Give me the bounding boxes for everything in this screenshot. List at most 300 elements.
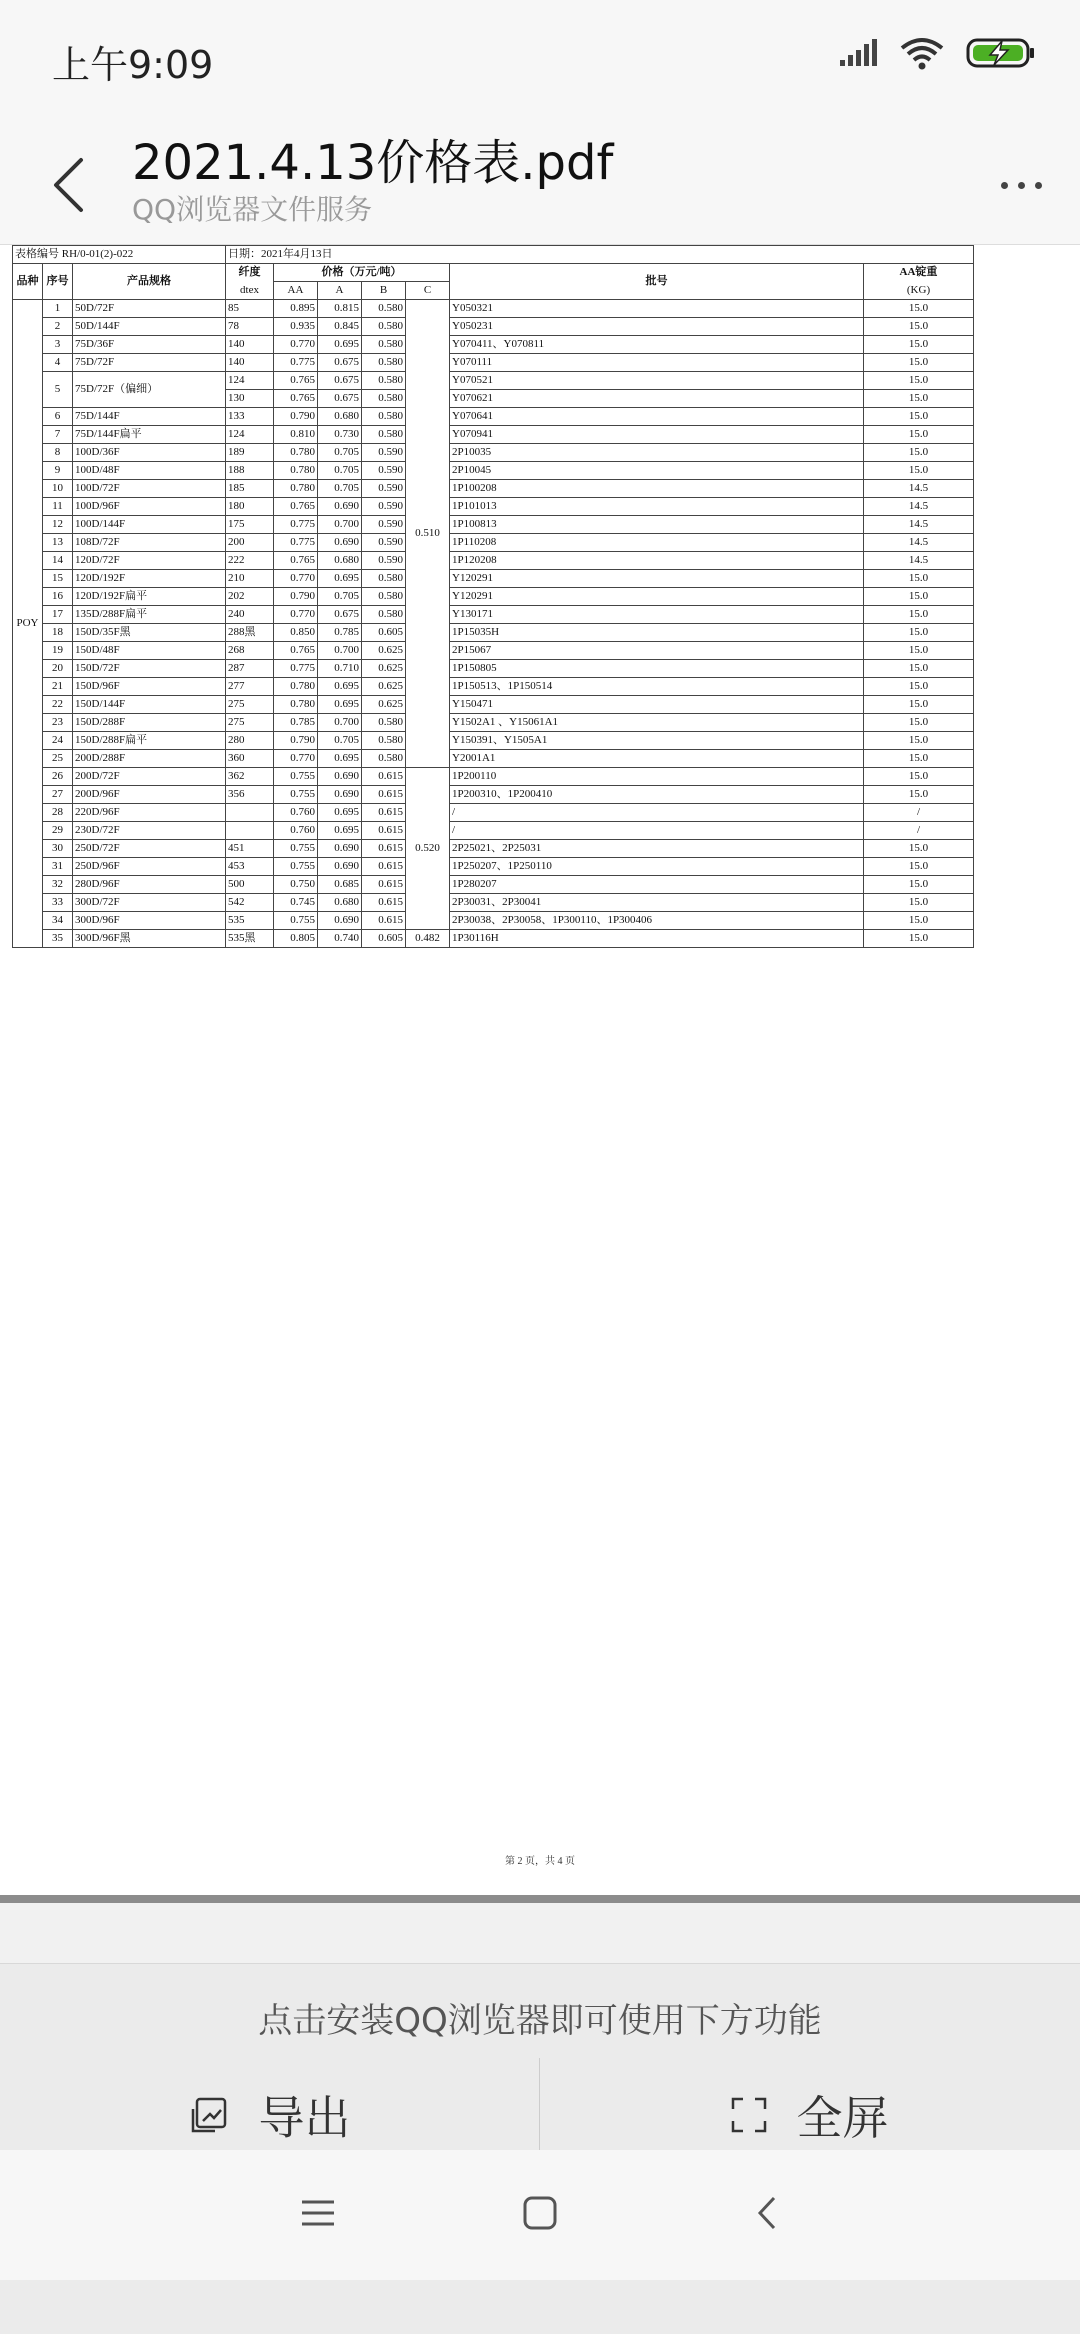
dtex-cell: 535 (226, 912, 274, 930)
table-row (13, 714, 974, 732)
back-triangle-icon (756, 2195, 778, 2231)
price-a-cell: 0.700 (318, 642, 362, 660)
price-aa-cell: 0.745 (274, 894, 318, 912)
price-a-cell: 0.675 (318, 354, 362, 372)
batch-cell: 2P10035 (450, 444, 864, 462)
price-a-cell: 0.675 (318, 372, 362, 390)
col-fineness: 纤度 (226, 264, 274, 282)
seq-cell: 1 (43, 300, 73, 318)
seq-cell: 17 (43, 606, 73, 624)
weight-cell: 15.0 (864, 858, 974, 876)
seq-cell: 28 (43, 804, 73, 822)
price-a-cell: 0.710 (318, 660, 362, 678)
batch-cell: Y1502A1 、Y15061A1 (450, 714, 864, 732)
price-a-cell: 0.845 (318, 318, 362, 336)
weight-cell: 15.0 (864, 750, 974, 768)
price-a-cell: 0.690 (318, 534, 362, 552)
price-aa-cell: 0.780 (274, 480, 318, 498)
price-aa-cell: 0.770 (274, 606, 318, 624)
price-a-cell: 0.700 (318, 516, 362, 534)
dtex-cell: 140 (226, 336, 274, 354)
dtex-cell: 360 (226, 750, 274, 768)
price-a-cell: 0.740 (318, 930, 362, 948)
table-row (13, 822, 974, 840)
col-spec: 产品规格 (73, 264, 226, 300)
price-b-cell: 0.625 (362, 642, 406, 660)
table-row (13, 498, 974, 516)
price-aa-cell: 0.765 (274, 552, 318, 570)
table-row (13, 912, 974, 930)
col-weight-unit: (KG) (864, 282, 974, 300)
table-row (13, 480, 974, 498)
weight-cell: 15.0 (864, 606, 974, 624)
price-aa-cell: 0.765 (274, 390, 318, 408)
col-price: 价格（万元/吨） (274, 264, 450, 282)
weight-cell: 15.0 (864, 462, 974, 480)
table-header-row (13, 264, 974, 282)
next-page-area (0, 1903, 1080, 1963)
price-b-cell: 0.580 (362, 606, 406, 624)
dtex-cell: 275 (226, 696, 274, 714)
seq-cell: 22 (43, 696, 73, 714)
more-dot-icon (1001, 182, 1008, 189)
dtex-cell: 535黑 (226, 930, 274, 948)
spec-cell: 150D/48F (73, 642, 226, 660)
spec-cell: 50D/144F (73, 318, 226, 336)
dtex-cell: 85 (226, 300, 274, 318)
spec-cell: 100D/96F (73, 498, 226, 516)
dtex-cell: 78 (226, 318, 274, 336)
price-aa-cell: 0.790 (274, 732, 318, 750)
dtex-cell: 210 (226, 570, 274, 588)
weight-cell: 15.0 (864, 408, 974, 426)
spec-cell: 100D/144F (73, 516, 226, 534)
table-row (13, 354, 974, 372)
price-b-cell: 0.590 (362, 462, 406, 480)
dtex-cell: 288黑 (226, 624, 274, 642)
spec-cell: 120D/72F (73, 552, 226, 570)
seq-cell: 31 (43, 858, 73, 876)
dtex-cell: 130 (226, 390, 274, 408)
batch-cell: 1P150513、1P150514 (450, 678, 864, 696)
price-b-cell: 0.580 (362, 408, 406, 426)
table-row (13, 372, 974, 390)
spec-cell: 300D/96F (73, 912, 226, 930)
weight-cell: / (864, 804, 974, 822)
price-aa-cell: 0.765 (274, 498, 318, 516)
batch-cell: Y150471 (450, 696, 864, 714)
price-a-cell: 0.690 (318, 498, 362, 516)
weight-cell: 15.0 (864, 642, 974, 660)
back-chevron-icon (51, 157, 85, 213)
price-table-wrap (12, 245, 974, 948)
weight-cell: 15.0 (864, 696, 974, 714)
batch-cell: 1P120208 (450, 552, 864, 570)
col-weight: AA锭重 (864, 264, 974, 282)
price-aa-cell: 0.775 (274, 660, 318, 678)
spec-cell: 100D/36F (73, 444, 226, 462)
status-bar (0, 0, 1080, 120)
table-row (13, 840, 974, 858)
price-a-cell: 0.675 (318, 606, 362, 624)
table-row (13, 624, 974, 642)
weight-cell: 15.0 (864, 840, 974, 858)
dtex-cell: 222 (226, 552, 274, 570)
table-row (13, 696, 974, 714)
price-b-cell: 0.590 (362, 552, 406, 570)
table-row (13, 876, 974, 894)
table-row (13, 300, 974, 318)
spec-cell: 230D/72F (73, 822, 226, 840)
batch-cell: 2P25021、2P25031 (450, 840, 864, 858)
seq-cell: 18 (43, 624, 73, 642)
price-aa-cell: 0.775 (274, 354, 318, 372)
seq-cell: 10 (43, 480, 73, 498)
seq-cell: 29 (43, 822, 73, 840)
weight-cell: 14.5 (864, 516, 974, 534)
dtex-cell: 451 (226, 840, 274, 858)
batch-cell: / (450, 822, 864, 840)
col-c: C (406, 282, 450, 300)
seq-cell: 11 (43, 498, 73, 516)
spec-cell: 250D/96F (73, 858, 226, 876)
wifi-icon (900, 36, 944, 70)
dtex-cell: 140 (226, 354, 274, 372)
weight-cell: 15.0 (864, 714, 974, 732)
price-b-cell: 0.615 (362, 876, 406, 894)
price-a-cell: 0.695 (318, 336, 362, 354)
dtex-cell: 275 (226, 714, 274, 732)
price-a-cell: 0.680 (318, 894, 362, 912)
batch-cell: 1P100208 (450, 480, 864, 498)
table-row (13, 930, 974, 948)
price-aa-cell: 0.935 (274, 318, 318, 336)
price-b-cell: 0.615 (362, 912, 406, 930)
more-dot-icon (1035, 182, 1042, 189)
price-b-cell: 0.590 (362, 498, 406, 516)
price-aa-cell: 0.775 (274, 516, 318, 534)
spec-cell: 135D/288F扁平 (73, 606, 226, 624)
batch-cell: Y120291 (450, 570, 864, 588)
seq-cell: 9 (43, 462, 73, 480)
price-b-cell: 0.625 (362, 660, 406, 678)
price-aa-cell: 0.755 (274, 858, 318, 876)
price-a-cell: 0.695 (318, 678, 362, 696)
dtex-cell: 277 (226, 678, 274, 696)
price-a-cell: 0.695 (318, 696, 362, 714)
dtex-cell: 280 (226, 732, 274, 750)
table-row (13, 786, 974, 804)
col-seq: 序号 (43, 264, 73, 300)
price-aa-cell: 0.790 (274, 408, 318, 426)
price-b-cell: 0.625 (362, 678, 406, 696)
export-icon (189, 2095, 229, 2135)
batch-cell: Y070111 (450, 354, 864, 372)
price-a-cell: 0.705 (318, 462, 362, 480)
dtex-cell: 500 (226, 876, 274, 894)
seq-cell: 33 (43, 894, 73, 912)
batch-cell: 1P110208 (450, 534, 864, 552)
table-row (13, 858, 974, 876)
weight-cell: 15.0 (864, 930, 974, 948)
dtex-cell: 188 (226, 462, 274, 480)
price-b-cell: 0.615 (362, 786, 406, 804)
dtex-cell (226, 804, 274, 822)
price-b-cell: 0.580 (362, 750, 406, 768)
system-nav-bar (0, 2150, 1080, 2280)
batch-cell: Y2001A1 (450, 750, 864, 768)
weight-cell: 15.0 (864, 786, 974, 804)
batch-cell: 2P30031、2P30041 (450, 894, 864, 912)
dtex-cell (226, 822, 274, 840)
price-b-cell: 0.615 (362, 768, 406, 786)
price-a-cell: 0.690 (318, 768, 362, 786)
weight-cell: 15.0 (864, 768, 974, 786)
price-aa-cell: 0.780 (274, 678, 318, 696)
seq-cell: 35 (43, 930, 73, 948)
spec-cell: 120D/192F (73, 570, 226, 588)
dtex-cell: 356 (226, 786, 274, 804)
price-aa-cell: 0.790 (274, 588, 318, 606)
price-b-cell: 0.615 (362, 840, 406, 858)
dtex-cell: 542 (226, 894, 274, 912)
price-a-cell: 0.705 (318, 588, 362, 606)
seq-cell: 32 (43, 876, 73, 894)
spec-cell: 108D/72F (73, 534, 226, 552)
table-row (13, 318, 974, 336)
price-b-cell: 0.580 (362, 300, 406, 318)
batch-cell: 1P100813 (450, 516, 864, 534)
seq-cell: 25 (43, 750, 73, 768)
price-a-cell: 0.705 (318, 732, 362, 750)
batch-cell: 1P101013 (450, 498, 864, 516)
fullscreen-label: 全屏 (796, 2091, 889, 2145)
price-c-cell: 0.482 (406, 930, 450, 948)
price-b-cell: 0.625 (362, 696, 406, 714)
seq-cell: 8 (43, 444, 73, 462)
dtex-cell: 175 (226, 516, 274, 534)
seq-cell: 13 (43, 534, 73, 552)
table-row (13, 534, 974, 552)
price-a-cell: 0.675 (318, 390, 362, 408)
price-b-cell: 0.580 (362, 426, 406, 444)
spec-cell: 300D/72F (73, 894, 226, 912)
batch-cell: Y130171 (450, 606, 864, 624)
spec-cell: 150D/35F黑 (73, 624, 226, 642)
table-row (13, 804, 974, 822)
spec-cell: 120D/192F扁平 (73, 588, 226, 606)
price-a-cell: 0.705 (318, 480, 362, 498)
batch-cell: 2P15067 (450, 642, 864, 660)
price-aa-cell: 0.770 (274, 336, 318, 354)
spec-cell: 75D/36F (73, 336, 226, 354)
weight-cell: 15.0 (864, 624, 974, 642)
price-aa-cell: 0.750 (274, 876, 318, 894)
seq-cell: 26 (43, 768, 73, 786)
dtex-cell: 287 (226, 660, 274, 678)
price-aa-cell: 0.775 (274, 534, 318, 552)
weight-cell: 15.0 (864, 912, 974, 930)
batch-cell: Y070641 (450, 408, 864, 426)
status-icons (838, 36, 1036, 70)
col-batch: 批号 (450, 264, 864, 300)
batch-cell: Y120291 (450, 588, 864, 606)
weight-cell: 15.0 (864, 426, 974, 444)
price-aa-cell: 0.760 (274, 804, 318, 822)
weight-cell: 15.0 (864, 390, 974, 408)
price-b-cell: 0.590 (362, 444, 406, 462)
price-a-cell: 0.730 (318, 426, 362, 444)
dtex-cell: 189 (226, 444, 274, 462)
price-a-cell: 0.695 (318, 750, 362, 768)
weight-cell: 14.5 (864, 552, 974, 570)
table-row (13, 750, 974, 768)
seq-cell: 7 (43, 426, 73, 444)
seq-cell: 3 (43, 336, 73, 354)
batch-cell: / (450, 804, 864, 822)
price-a-cell: 0.690 (318, 786, 362, 804)
price-a-cell: 0.695 (318, 822, 362, 840)
table-row (13, 588, 974, 606)
price-aa-cell: 0.755 (274, 786, 318, 804)
dtex-cell: 124 (226, 372, 274, 390)
price-a-cell: 0.680 (318, 552, 362, 570)
fullscreen-icon (731, 2097, 767, 2133)
nav-menu-button[interactable] (278, 2178, 358, 2248)
price-b-cell: 0.615 (362, 804, 406, 822)
batch-cell: Y050231 (450, 318, 864, 336)
batch-cell: 1P15035H (450, 624, 864, 642)
spec-cell: 150D/144F (73, 696, 226, 714)
weight-cell: 15.0 (864, 318, 974, 336)
table-row (13, 552, 974, 570)
form-date: 日期：2021年4月13日 (226, 246, 974, 264)
price-b-cell: 0.580 (362, 390, 406, 408)
weight-cell: 15.0 (864, 300, 974, 318)
price-a-cell: 0.705 (318, 444, 362, 462)
nav-back-button[interactable] (727, 2178, 807, 2248)
spec-cell: 50D/72F (73, 300, 226, 318)
price-b-cell: 0.590 (362, 480, 406, 498)
dtex-cell: 268 (226, 642, 274, 660)
nav-home-button[interactable] (500, 2178, 580, 2248)
signal-icon (838, 38, 878, 68)
seq-cell: 21 (43, 678, 73, 696)
table-meta-row (13, 246, 974, 264)
spec-cell: 220D/96F (73, 804, 226, 822)
weight-cell: 15.0 (864, 678, 974, 696)
price-c-cell: 0.520 (406, 768, 450, 930)
more-button[interactable] (986, 160, 1056, 210)
spec-cell: 150D/288F (73, 714, 226, 732)
price-b-cell: 0.590 (362, 534, 406, 552)
price-b-cell: 0.580 (362, 588, 406, 606)
seq-cell: 4 (43, 354, 73, 372)
table-row (13, 444, 974, 462)
price-table (12, 245, 974, 948)
price-aa-cell: 0.780 (274, 696, 318, 714)
dtex-cell: 200 (226, 534, 274, 552)
price-b-cell: 0.615 (362, 822, 406, 840)
form-number: 表格编号 RH/0-01(2)-022 (13, 246, 226, 264)
col-dtex: dtex (226, 282, 274, 300)
page-separator (0, 1895, 1080, 1903)
dtex-cell: 240 (226, 606, 274, 624)
spec-cell: 150D/72F (73, 660, 226, 678)
price-a-cell: 0.690 (318, 840, 362, 858)
price-b-cell: 0.580 (362, 354, 406, 372)
price-aa-cell: 0.895 (274, 300, 318, 318)
table-row (13, 462, 974, 480)
batch-cell: Y070521 (450, 372, 864, 390)
weight-cell: 15.0 (864, 570, 974, 588)
price-aa-cell: 0.755 (274, 840, 318, 858)
weight-cell: 15.0 (864, 354, 974, 372)
spec-cell: 150D/288F扁平 (73, 732, 226, 750)
home-square-icon (522, 2195, 558, 2231)
table-row (13, 606, 974, 624)
price-aa-cell: 0.810 (274, 426, 318, 444)
price-b-cell: 0.580 (362, 318, 406, 336)
price-aa-cell: 0.760 (274, 822, 318, 840)
variety-cell: POY (13, 300, 43, 948)
price-b-cell: 0.590 (362, 516, 406, 534)
back-button[interactable] (38, 140, 98, 230)
table-row (13, 516, 974, 534)
export-label: 导出 (258, 2091, 351, 2145)
weight-cell: 15.0 (864, 588, 974, 606)
seq-cell: 20 (43, 660, 73, 678)
seq-cell: 15 (43, 570, 73, 588)
price-a-cell: 0.690 (318, 858, 362, 876)
pdf-page[interactable] (0, 245, 1080, 1895)
price-aa-cell: 0.805 (274, 930, 318, 948)
price-a-cell: 0.685 (318, 876, 362, 894)
weight-cell: 15.0 (864, 876, 974, 894)
weight-cell: 15.0 (864, 444, 974, 462)
price-aa-cell: 0.765 (274, 642, 318, 660)
table-row (13, 408, 974, 426)
table-row (13, 336, 974, 354)
price-c-cell: 0.510 (406, 300, 450, 768)
weight-cell: / (864, 822, 974, 840)
dtex-cell: 202 (226, 588, 274, 606)
status-time: 上午9:09 (52, 43, 214, 87)
price-a-cell: 0.680 (318, 408, 362, 426)
menu-icon (301, 2198, 335, 2228)
promo-text: 点击安装QQ浏览器即可使用下方功能 (258, 2001, 822, 2041)
batch-cell: Y070621 (450, 390, 864, 408)
seq-cell: 16 (43, 588, 73, 606)
batch-cell: 1P200310、1P200410 (450, 786, 864, 804)
price-b-cell: 0.580 (362, 732, 406, 750)
spec-cell: 75D/72F (73, 354, 226, 372)
seq-cell: 19 (43, 642, 73, 660)
table-row (13, 570, 974, 588)
price-b-cell: 0.615 (362, 894, 406, 912)
spec-cell: 75D/144F (73, 408, 226, 426)
col-a: A (318, 282, 362, 300)
seq-cell: 5 (43, 372, 73, 408)
price-aa-cell: 0.765 (274, 372, 318, 390)
price-a-cell: 0.815 (318, 300, 362, 318)
weight-cell: 15.0 (864, 732, 974, 750)
weight-cell: 14.5 (864, 534, 974, 552)
batch-cell: 1P280207 (450, 876, 864, 894)
price-aa-cell: 0.770 (274, 750, 318, 768)
weight-cell: 15.0 (864, 660, 974, 678)
price-a-cell: 0.695 (318, 804, 362, 822)
